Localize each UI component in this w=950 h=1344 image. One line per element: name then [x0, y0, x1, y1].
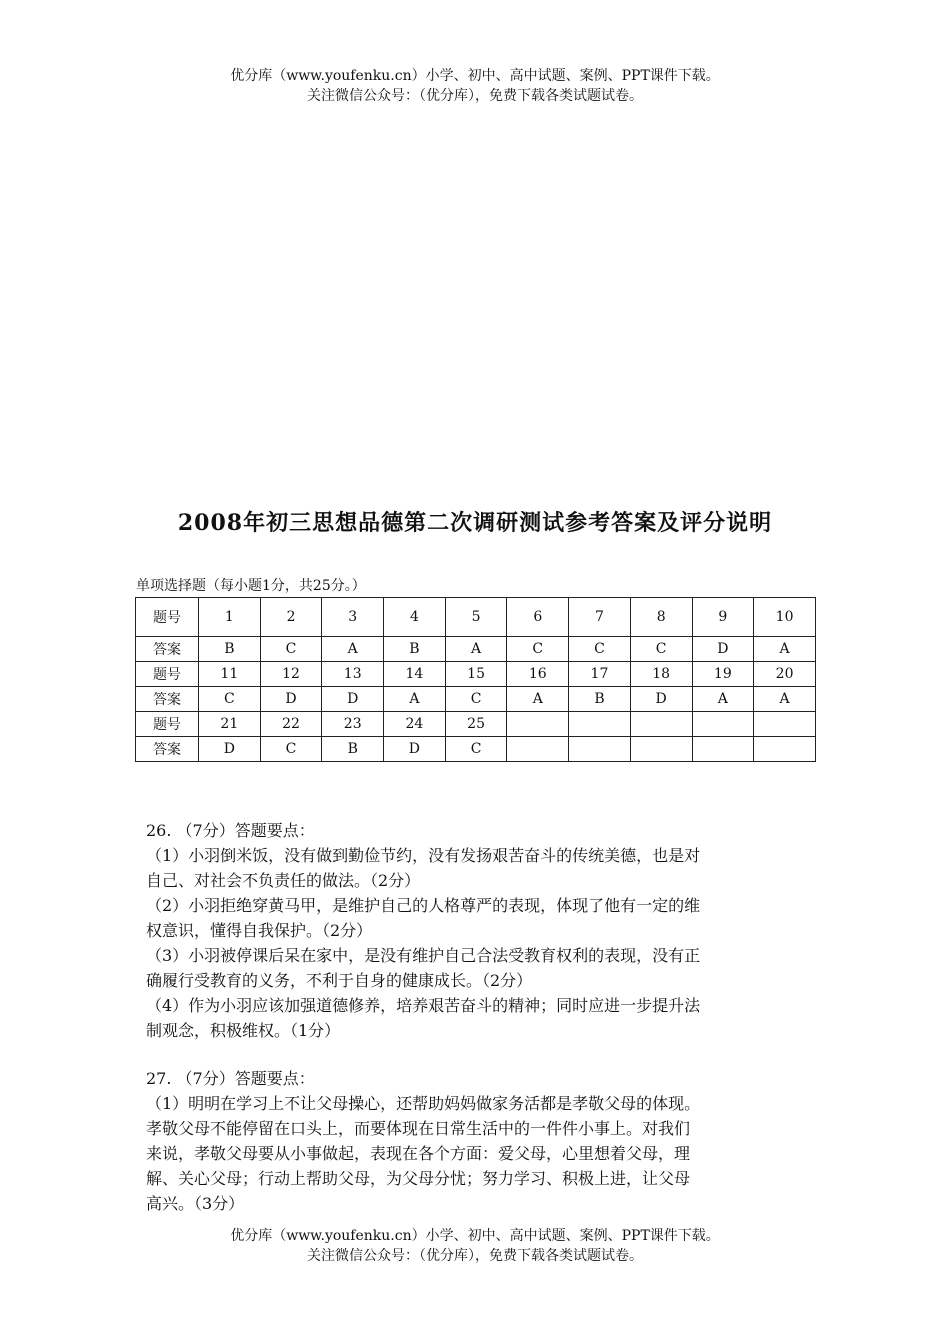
footer-line-1: 优分库（www.youfenku.cn）小学、初中、高中试题、案例、PPT课件下载。 — [230, 1228, 720, 1244]
question-number-cell — [630, 712, 692, 737]
row-label: 题号 — [136, 598, 199, 637]
answer-cell — [630, 737, 692, 762]
row-label: 题号 — [136, 662, 199, 687]
answer-cell — [569, 737, 631, 762]
answer-row — [136, 637, 816, 662]
footer-line-2: 关注微信公众号：（优分库），免费下载各类试题试卷。 — [307, 1248, 643, 1264]
page-title: 2008年初三思想品德第二次调研测试参考答案及评分说明 — [177, 510, 773, 536]
answer-cell: C — [507, 637, 569, 662]
answer-line: （3）小羽被停课后呆在家中，是没有维护自己合法受教育权利的表现，没有正 — [146, 946, 701, 965]
answer-cell: C — [445, 737, 507, 762]
question-number-cell: 4 — [384, 598, 446, 637]
question-number-cell: 5 — [445, 598, 507, 637]
question-number-cell: 9 — [692, 598, 754, 637]
answer-line: 确履行受教育的义务，不利于自身的健康成长。（2分） — [146, 971, 533, 990]
question-number-cell: 2 — [260, 598, 322, 637]
answer-cell: B — [384, 637, 446, 662]
question-number-cell: 11 — [199, 662, 261, 687]
row-label: 答案 — [136, 687, 199, 712]
question-number-cell: 12 — [260, 662, 322, 687]
answer-line: （4）作为小羽应该加强道德修养，培养艰苦奋斗的精神；同时应进一步提升法 — [146, 996, 701, 1015]
row-label: 题号 — [136, 712, 199, 737]
question-number-cell: 24 — [384, 712, 446, 737]
question-heading: 26. （7分）答题要点： — [146, 821, 315, 840]
answer-cell: B — [322, 737, 384, 762]
question-number-cell: 25 — [445, 712, 507, 737]
question-number-cell: 20 — [754, 662, 816, 687]
question-number-cell: 6 — [507, 598, 569, 637]
answer-cell: A — [445, 637, 507, 662]
question-number-cell — [507, 712, 569, 737]
question-number-cell: 17 — [569, 662, 631, 687]
header-line-2: 关注微信公众号：（优分库），免费下载各类试题试卷。 — [307, 88, 643, 104]
answer-cell: C — [445, 687, 507, 712]
answer-line: 高兴。（3分） — [146, 1194, 245, 1213]
answer-line: （1）明明在学习上不让父母操心，还帮助妈妈做家务活都是孝敬父母的体现。 — [146, 1094, 701, 1113]
question-number-cell: 7 — [569, 598, 631, 637]
answer-cell — [692, 737, 754, 762]
answer-cell: C — [630, 637, 692, 662]
question-number-cell — [754, 712, 816, 737]
answer-cell — [507, 737, 569, 762]
question-27 — [146, 1066, 808, 1216]
question-number-cell: 22 — [260, 712, 322, 737]
answer-cell: A — [754, 687, 816, 712]
answer-cell: D — [199, 737, 261, 762]
answer-cell: A — [322, 637, 384, 662]
answer-line: （2）小羽拒绝穿黄马甲，是维护自己的人格尊严的表现，体现了他有一定的维 — [146, 896, 701, 915]
question-number-cell: 10 — [754, 598, 816, 637]
number-row — [136, 662, 816, 687]
answer-cell: D — [630, 687, 692, 712]
question-number-cell — [569, 712, 631, 737]
question-heading: 27. （7分）答题要点： — [146, 1069, 315, 1088]
answer-cell: C — [260, 737, 322, 762]
answer-line: （1）小羽倒米饭，没有做到勤俭节约，没有发扬艰苦奋斗的传统美德，也是对 — [146, 846, 701, 865]
number-row — [136, 712, 816, 737]
answer-line: 解、关心父母；行动上帮助父母，为父母分忧；努力学习、积极上进，让父母 — [146, 1169, 691, 1188]
answer-cell: A — [384, 687, 446, 712]
answer-line: 孝敬父母不能停留在口头上，而要体现在日常生活中的一件件小事上。对我们 — [146, 1119, 691, 1138]
page-header — [0, 66, 950, 106]
answer-cell: A — [507, 687, 569, 712]
question-number-cell: 19 — [692, 662, 754, 687]
question-number-cell: 16 — [507, 662, 569, 687]
answer-cell: A — [692, 687, 754, 712]
row-label: 答案 — [136, 637, 199, 662]
number-row — [136, 598, 816, 637]
answer-line: 制观念，积极维权。（1分） — [146, 1021, 341, 1040]
section-intro: 单项选择题（每小题1分，共25分。） — [136, 578, 366, 594]
answer-line: 权意识，懂得自我保护。（2分） — [146, 921, 373, 940]
answer-cell: D — [384, 737, 446, 762]
answer-row — [136, 737, 816, 762]
answer-cell: A — [754, 637, 816, 662]
question-number-cell: 15 — [445, 662, 507, 687]
answer-cell: C — [260, 637, 322, 662]
answer-cell: B — [569, 687, 631, 712]
question-number-cell: 14 — [384, 662, 446, 687]
question-number-cell: 3 — [322, 598, 384, 637]
question-number-cell: 8 — [630, 598, 692, 637]
header-line-1: 优分库（www.youfenku.cn）小学、初中、高中试题、案例、PPT课件下载。 — [230, 68, 720, 84]
question-number-cell: 13 — [322, 662, 384, 687]
question-number-cell: 1 — [199, 598, 261, 637]
question-number-cell: 18 — [630, 662, 692, 687]
answer-cell: C — [569, 637, 631, 662]
page-footer — [0, 1226, 950, 1266]
answer-cell: D — [260, 687, 322, 712]
answer-cell: D — [692, 637, 754, 662]
question-number-cell: 21 — [199, 712, 261, 737]
answer-cell: C — [199, 687, 261, 712]
answer-cell: B — [199, 637, 261, 662]
answer-row — [136, 687, 816, 712]
answer-table — [135, 597, 816, 762]
question-number-cell: 23 — [322, 712, 384, 737]
question-26 — [146, 818, 808, 1043]
question-number-cell — [692, 712, 754, 737]
answer-cell — [754, 737, 816, 762]
row-label: 答案 — [136, 737, 199, 762]
answer-line: 来说，孝敬父母要从小事做起，表现在各个方面：爱父母，心里想着父母，理 — [146, 1144, 691, 1163]
answer-line: 自己、对社会不负责任的做法。（2分） — [146, 871, 421, 890]
answer-cell: D — [322, 687, 384, 712]
